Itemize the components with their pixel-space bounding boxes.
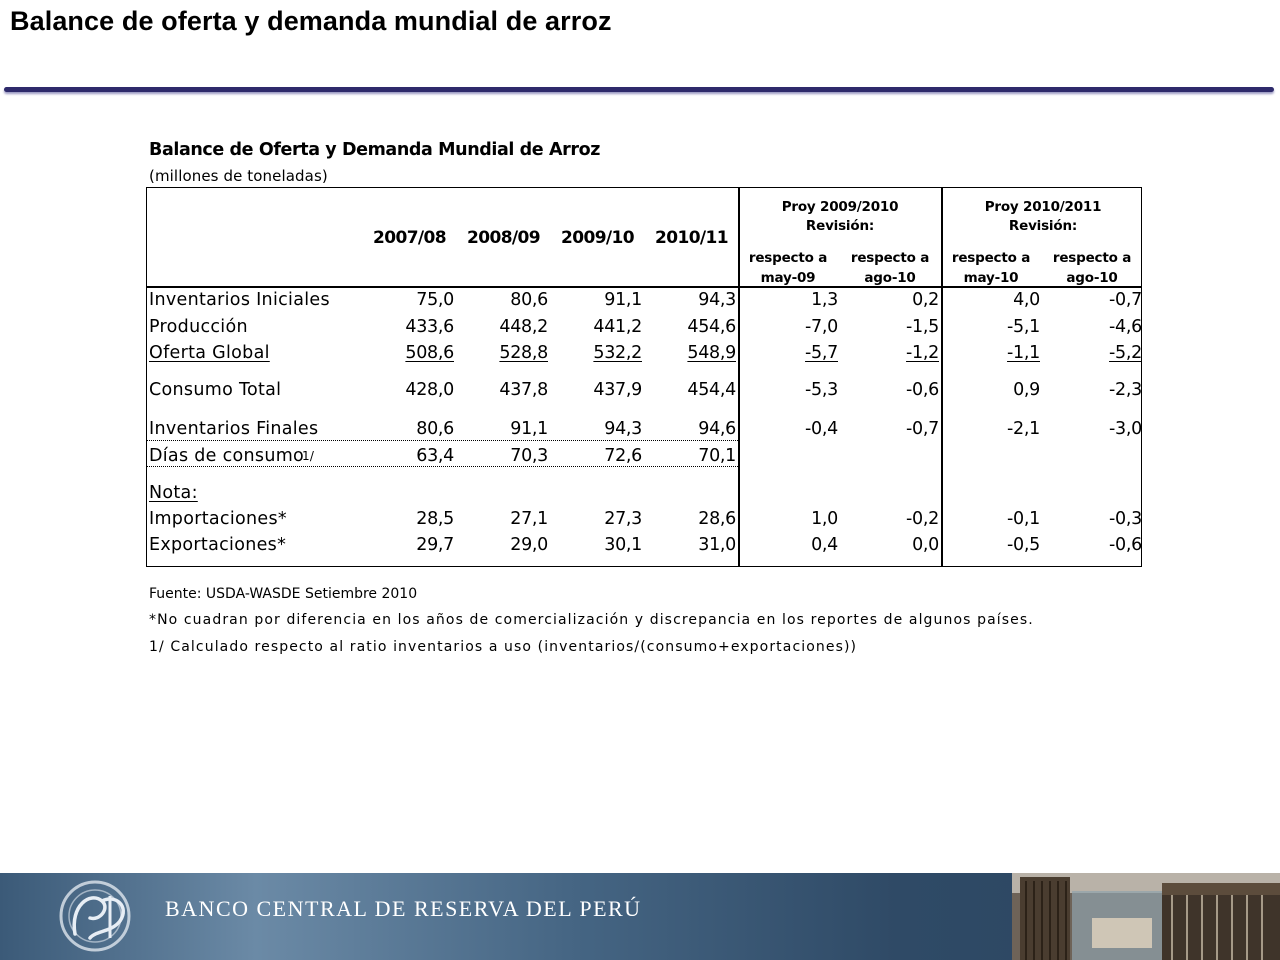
- table-cell: 0,0: [912, 535, 939, 555]
- table-cell: 448,2: [499, 317, 548, 337]
- table-cell: 0,9: [1013, 380, 1040, 400]
- table-cell: 4,0: [1013, 290, 1040, 310]
- table-cell: 94,3: [604, 419, 642, 439]
- table-cell: -5,7: [805, 343, 838, 363]
- table-cell: -0,5: [1007, 535, 1040, 555]
- table-cell: 508,6: [405, 343, 454, 363]
- table-cell: 91,1: [510, 419, 548, 439]
- table-cell: 70,3: [510, 446, 548, 466]
- bank-logo-icon: [50, 876, 155, 956]
- table-cell: 528,8: [499, 343, 548, 363]
- title-divider: [4, 87, 1274, 92]
- row-label: Exportaciones*: [149, 535, 287, 555]
- header-proj-2009-2010: Proy 2009/2010 Revisión:: [781, 199, 899, 234]
- table-cell: 31,0: [698, 535, 736, 555]
- table-cell: 91,1: [604, 290, 642, 310]
- table-cell: -5,1: [1007, 317, 1040, 337]
- table-cell: 72,6: [604, 446, 642, 466]
- table-cell: 29,0: [510, 535, 548, 555]
- row-label: Inventarios Iniciales: [149, 290, 330, 310]
- row-label: Oferta Global: [149, 343, 270, 363]
- row-footnote-marker: 1/: [302, 449, 315, 463]
- table-cell: -0,4: [805, 419, 838, 439]
- table-cell: -2,3: [1109, 380, 1142, 400]
- table-cell: 63,4: [416, 446, 454, 466]
- header-year-3: 2009/10: [561, 228, 634, 248]
- table-cell: 28,5: [416, 509, 454, 529]
- table-cell: -5,2: [1109, 343, 1142, 363]
- table-cell: 75,0: [416, 290, 454, 310]
- row-label: Nota:: [149, 483, 198, 503]
- table-cell: -0,1: [1007, 509, 1040, 529]
- header-resp-ago10-a: respecto a ago-10: [850, 250, 930, 286]
- header-year-2: 2008/09: [467, 228, 540, 248]
- table-cell: 532,2: [593, 343, 642, 363]
- header-resp-may10: respecto a may-10: [951, 250, 1031, 286]
- table-cell: 1,3: [811, 290, 838, 310]
- row-label: Importaciones*: [149, 509, 287, 529]
- table-subtitle: (millones de toneladas): [149, 167, 328, 185]
- table-cell: 28,6: [698, 509, 736, 529]
- table-cell: 0,4: [811, 535, 838, 555]
- table-cell: 437,9: [593, 380, 642, 400]
- table-cell: -0,7: [1109, 290, 1142, 310]
- table-cell: -4,6: [1109, 317, 1142, 337]
- table-cell: 454,4: [687, 380, 736, 400]
- table-cell: -3,0: [1109, 419, 1142, 439]
- header-resp-may09: respecto a may-09: [748, 250, 828, 286]
- table-cell: 94,6: [698, 419, 736, 439]
- dotted-rule-2: [146, 466, 738, 467]
- table-cell: 433,6: [405, 317, 454, 337]
- header-year-4: 2010/11: [655, 228, 728, 248]
- header-year-1: 2007/08: [373, 228, 446, 248]
- bank-name: BANCO CENTRAL DE RESERVA DEL PERÚ: [165, 896, 642, 921]
- table-cell: 437,8: [499, 380, 548, 400]
- row-label: Consumo Total: [149, 380, 282, 400]
- footnote-1: 1/ Calculado respecto al ratio inventarios a uso (inventarios/(consumo+exportaciones)): [149, 639, 858, 655]
- row-label: Producción: [149, 317, 248, 337]
- table-cell: -0,6: [906, 380, 939, 400]
- footnote-asterisk: *No cuadran por diferencia en los años de comercialización y discrepancia en los reportes de algunos países.: [149, 612, 1034, 628]
- table-cell: -0,6: [1109, 535, 1142, 555]
- building-photo: [1012, 873, 1280, 960]
- table-cell: 27,3: [604, 509, 642, 529]
- table-cell: 30,1: [604, 535, 642, 555]
- table-cell: -0,2: [906, 509, 939, 529]
- table-cell: -1,2: [906, 343, 939, 363]
- table-cell: 0,2: [912, 290, 939, 310]
- table-cell: 80,6: [416, 419, 454, 439]
- table-cell: 29,7: [416, 535, 454, 555]
- table-cell: 454,6: [687, 317, 736, 337]
- table-cell: -5,3: [805, 380, 838, 400]
- table-cell: 548,9: [687, 343, 736, 363]
- table-cell: 94,3: [698, 290, 736, 310]
- row-label: Inventarios Finales: [149, 419, 319, 439]
- table-cell: -1,1: [1007, 343, 1040, 363]
- dotted-rule-1: [146, 440, 738, 441]
- table-cell: -2,1: [1007, 419, 1040, 439]
- table-cell: 27,1: [510, 509, 548, 529]
- table-cell: 1,0: [811, 509, 838, 529]
- row-label: Días de consumo: [149, 446, 305, 466]
- table-cell: 80,6: [510, 290, 548, 310]
- table-cell: -0,7: [906, 419, 939, 439]
- table-cell: -0,3: [1109, 509, 1142, 529]
- table-title: Balance de Oferta y Demanda Mundial de Arroz: [149, 140, 600, 160]
- header-proj-2010-2011: Proy 2010/2011 Revisión:: [984, 199, 1102, 234]
- header-resp-ago10-b: respecto a ago-10: [1052, 250, 1132, 286]
- table-cell: 441,2: [593, 317, 642, 337]
- table-cell: 70,1: [698, 446, 736, 466]
- page-title: Balance de oferta y demanda mundial de arroz: [10, 6, 612, 36]
- table-cell: -1,5: [906, 317, 939, 337]
- table-cell: 428,0: [405, 380, 454, 400]
- table-cell: -7,0: [805, 317, 838, 337]
- source-note: Fuente: USDA-WASDE Setiembre 2010: [149, 586, 418, 602]
